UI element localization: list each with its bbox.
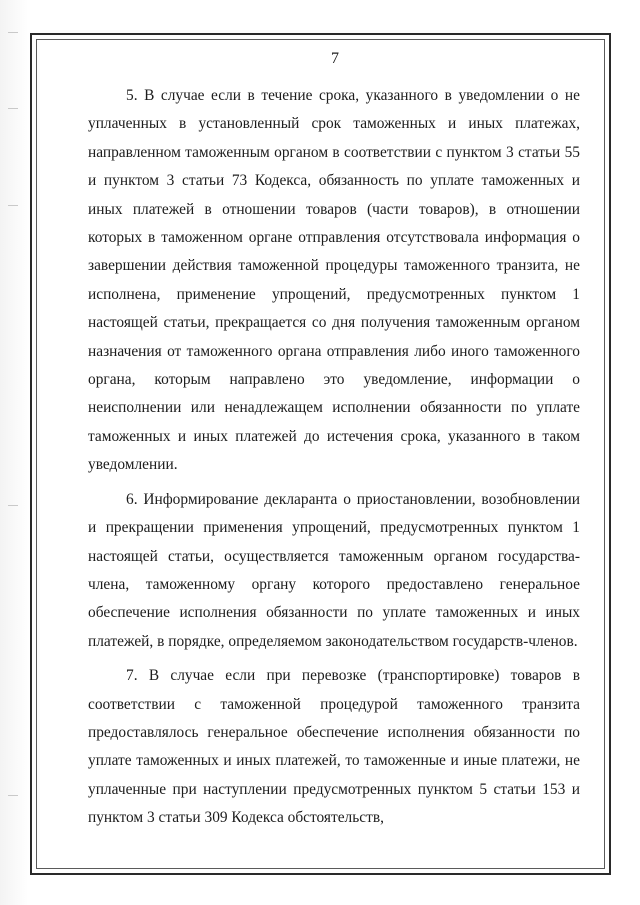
page-number: 7 (331, 50, 339, 67)
margin-mark (8, 32, 18, 33)
margin-mark (8, 205, 18, 206)
paragraph-7: 7. В случае если при перевозке (транспортировке) товаров в соответствии с таможенной процедурой таможенного транзита предоставлялось генеральное обеспечение исполнения обязанности по уплате таможенных и иных платежей, то таможенные и иные платежи, не уплаченные при наступлении предусмотренных пунктом 5 статьи 153 и пунктом 3 статьи 309 Кодекса обстоятельств, (88, 667, 580, 827)
margin-mark (8, 108, 18, 109)
paragraph-5: 5. В случае если в течение срока, указанного в уведомлении о не уплаченных в установленный срок таможенных и иных платежах, направленном таможенным органом в соответствии с пунктом 3 статьи 55 и пунктом 3 статьи 73 Кодекса, обязанность по уплате таможенных и иных платежей в отношении товаров (части товаров), в отношении которых в таможенном органе отправления отсутствовала информация о завершении действия таможенной процедуры таможенного транзита, не исполнена, применение упрощений, предусмотренных пунктом 1 настоящей статьи, прекращается со дня получения таможенным органом назначения от таможенного органа отправления либо иного таможенного органа, которым направлено это уведомление, информации о неисполнении или ненадлежащем исполнении обязанности по уплате таможенных и иных платежей до истечения срока, указанного в таком уведомлении. (88, 87, 580, 474)
margin-mark (8, 505, 18, 506)
scan-edge (0, 0, 28, 905)
margin-mark (8, 795, 18, 796)
paragraph-6: 6. Информирование декларанта о приостановлении, возобновлении и прекращении применения упрощений, предусмотренных пунктом 1 настоящей статьи, осуществляется таможенным органом государства-члена, таможенному органу которого предоставлено генеральное обеспечение исполнения обязанности по уплате таможенных и иных платежей, в порядке, определяемом законодательством государств-членов. (88, 490, 580, 650)
document-body (88, 82, 580, 839)
